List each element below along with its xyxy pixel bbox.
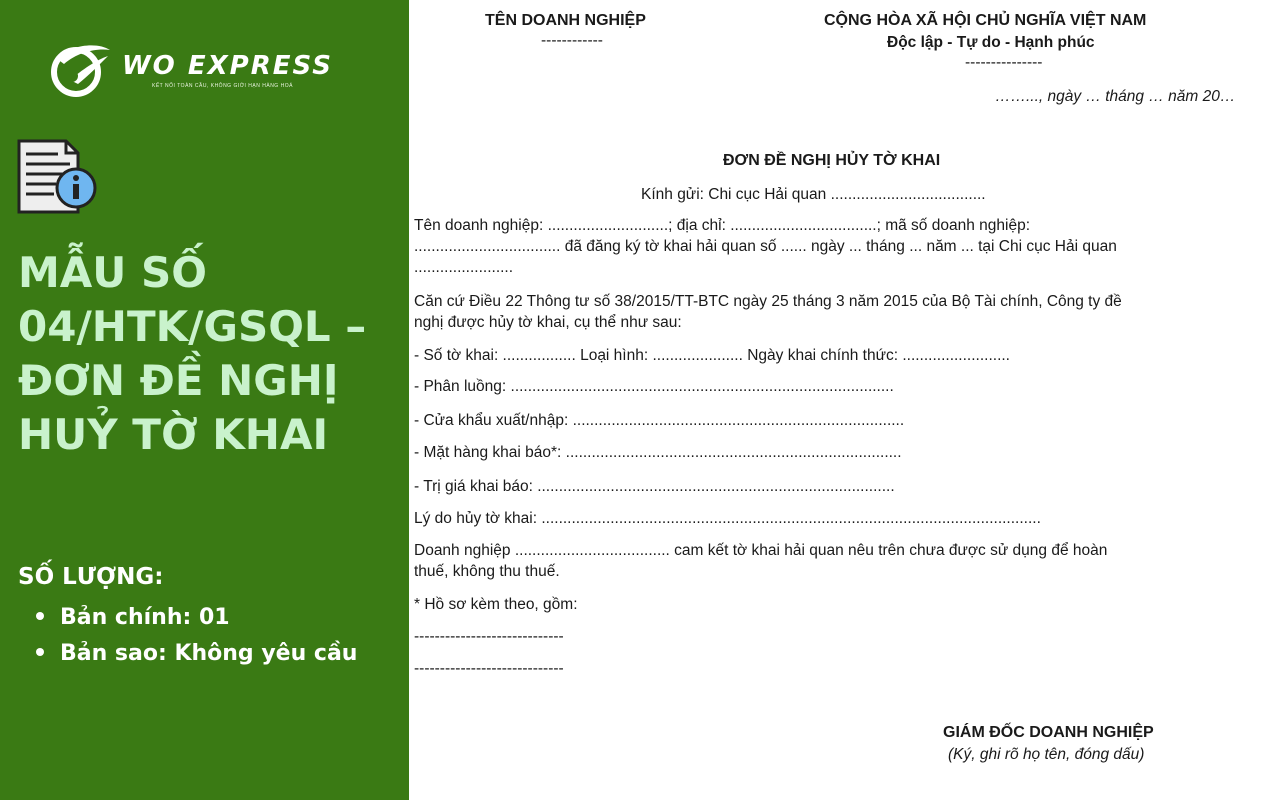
body-line: .................................. đã đăng ký tờ khai hải quan số ...... ngày ... tháng ... năm ... tại Chi cục Hải quan xyxy=(414,238,1117,255)
signer-title: GIÁM ĐỐC DOANH NGHIỆP xyxy=(943,724,1154,741)
bullet-icon xyxy=(36,648,44,656)
left-panel xyxy=(0,0,409,800)
attachments-label: * Hồ sơ kèm theo, gồm: xyxy=(414,596,578,613)
logo-globe-icon xyxy=(48,36,112,100)
body-line: Tên doanh nghiệp: ............................; địa chỉ: ..................................; mã số doanh nghiệp: xyxy=(414,217,1030,234)
field-channel: - Phân luồng: ......................................................................................... xyxy=(414,378,894,395)
brand-name: WO EXPRESS xyxy=(122,51,334,81)
basis-line: nghị được hủy tờ khai, cụ thể như sau: xyxy=(414,314,682,331)
field-border-gate: - Cửa khẩu xuất/nhập: ............................................................................. xyxy=(414,412,905,429)
country-header: CỘNG HÒA XÃ HỘI CHỦ NGHĨA VIỆT NAM xyxy=(824,12,1147,29)
quantity-list xyxy=(36,600,357,672)
field-declared-value: - Trị giá khai báo: ................................................................................... xyxy=(414,478,895,495)
field-declared-goods: - Mặt hàng khai báo*: .............................................................................. xyxy=(414,444,902,461)
page-title: MẪU SỐ 04/HTK/GSQL – ĐƠN ĐỀ NGHỊ HUỶ TỜ KHAI xyxy=(18,248,367,459)
list-item: Bản sao: Không yêu cầu xyxy=(36,636,357,672)
recipient-line: Kính gửi: Chi cục Hải quan .................................... xyxy=(641,186,986,203)
attachment-line: ----------------------------- xyxy=(414,660,564,677)
basis-line: Căn cứ Điều 22 Thông tư số 38/2015/TT-BTC ngày 25 tháng 3 năm 2015 của Bộ Tài chính, Công ty đề xyxy=(414,293,1122,310)
brand-logo xyxy=(48,36,338,100)
form-title: ĐƠN ĐỀ NGHỊ HỦY TỜ KHAI xyxy=(723,152,941,169)
list-item: Bản chính: 01 xyxy=(36,600,357,636)
company-header: TÊN DOANH NGHIỆP xyxy=(485,12,646,29)
motto-underline: --------------- xyxy=(965,54,1043,71)
field-declaration-number: - Số tờ khai: ................. Loại hình: ..................... Ngày khai chính thức: ......................... xyxy=(414,347,1010,364)
commitment-line: thuế, không thu thuế. xyxy=(414,563,560,580)
attachment-line: ----------------------------- xyxy=(414,628,564,645)
document-info-icon xyxy=(16,138,100,216)
company-underline: ------------ xyxy=(541,32,603,49)
motto: Độc lập - Tự do - Hạnh phúc xyxy=(887,34,1095,51)
commitment-line: Doanh nghiệp .................................... cam kết tờ khai hải quan nêu trên chưa được sử dụng để hoàn xyxy=(414,542,1108,559)
quantity-label: SỐ LƯỢNG: xyxy=(18,564,164,590)
field-cancel-reason: Lý do hủy tờ khai: .................................................................................................................... xyxy=(414,510,1041,527)
signer-note: (Ký, ghi rõ họ tên, đóng dấu) xyxy=(948,746,1145,763)
bullet-icon xyxy=(36,612,44,620)
document-preview xyxy=(409,0,1280,800)
body-line: ....................... xyxy=(414,259,514,276)
brand-tagline: KẾT NỐI TOÀN CẦU, KHÔNG GIỚI HẠN HÀNG HOÁ xyxy=(152,83,293,89)
date-line: ……..., ngày … tháng … năm 20… xyxy=(995,88,1236,105)
